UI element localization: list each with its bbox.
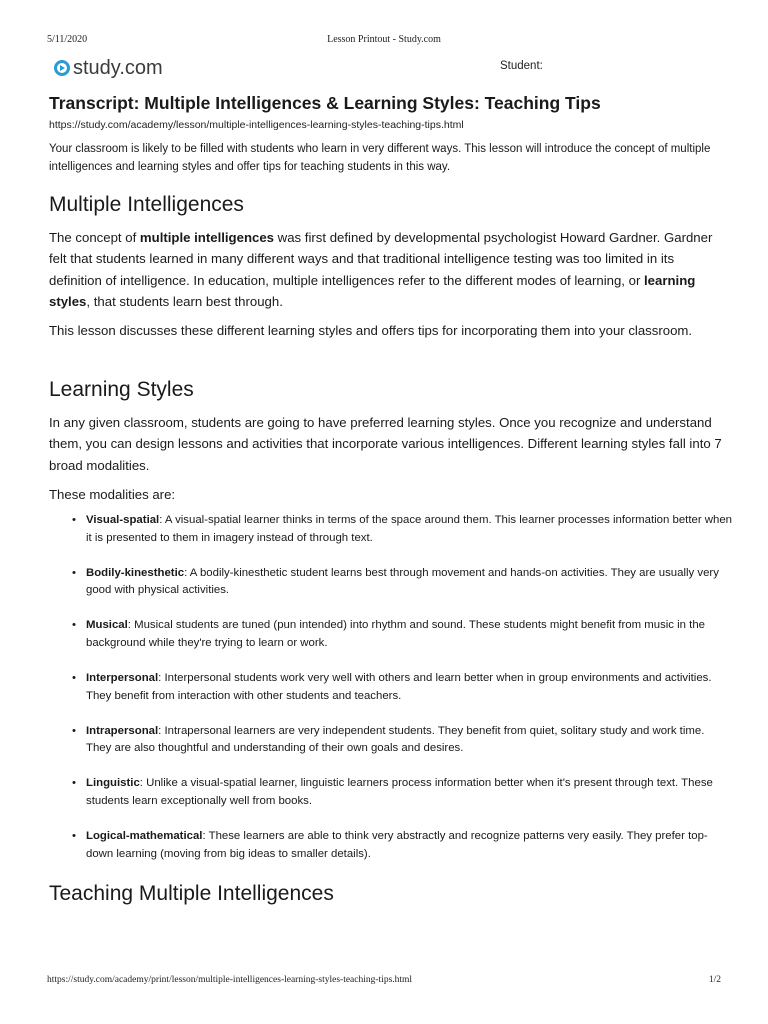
- modality-description: : A bodily-kinesthetic student learns best through movement and hands-on activities. They are usually very good with physical activities.: [86, 566, 719, 597]
- heading-teaching-multiple-intelligences: Teaching Multiple Intelligences: [49, 882, 334, 905]
- list-item: [72, 775, 732, 810]
- modality-term: Intrapersonal: [86, 724, 159, 737]
- bullet-icon: •: [72, 777, 76, 790]
- study-com-logo[interactable]: [54, 56, 163, 80]
- ls-paragraph-2: These modalities are:: [49, 487, 176, 502]
- modality-description: : Unlike a visual-spatial learner, linguistic learners process information better when it's present through text. These students learn exceptionally well from books.: [86, 777, 713, 808]
- ls-paragraph-1: In any given classroom, students are going to have preferred learning styles. Once you recognize and understand them, you can design lessons and activities that incorporate various intelligences. Different learning styles fall into 7 broad modalities.: [49, 415, 722, 473]
- modality-description: : A visual-spatial learner thinks in terms of the space around them. This learner processes information better when it is presented to them in imagery instead of through text.: [86, 514, 733, 544]
- bullet-icon: •: [72, 830, 76, 843]
- list-item: [72, 723, 732, 758]
- document-url[interactable]: https://study.com/academy/lesson/multiple-intelligences-learning-styles-teaching-tips.html: [49, 119, 464, 131]
- bullet-icon: •: [72, 672, 76, 685]
- list-item: [72, 670, 732, 705]
- modality-description: : Interpersonal students work very well with others and learn better when in group environments and activities. They benefit from interaction with other students and teachers.: [86, 672, 712, 702]
- intro-paragraph: Your classroom is likely to be filled with students who learn in very different ways. This lesson will introduce the concept of multiple intelligences and learning styles and offer tips for teaching students in this way.: [49, 143, 711, 173]
- modalities-list: [72, 512, 732, 881]
- modality-description: : These learners are able to think very abstractly and recognize patterns very easily. They prefer top-down learning (moving from big ideas to smaller details).: [86, 830, 708, 860]
- modality-term: Musical: [86, 619, 128, 632]
- list-item: [72, 512, 732, 547]
- print-date: 5/11/2020: [47, 34, 88, 45]
- print-footer: [47, 975, 721, 989]
- bullet-icon: •: [72, 724, 76, 737]
- mi-paragraph-2: This lesson discusses these different learning styles and offers tips for incorporating them into your classroom.: [49, 323, 693, 338]
- mi-paragraph-1: The concept of multiple intelligences was first defined by developmental psychologist Howard Gardner. Gardner felt that students learned in many different ways and that traditional intelligence testing was too limited in its definition of intelligence. In education, multiple intelligences refer to the different modes of learning, or learning styles, that students learn best through.: [49, 230, 713, 309]
- page-number: 1/2: [708, 975, 721, 985]
- play-circle-icon: [54, 60, 70, 76]
- modality-description: : Intrapersonal learners are very independent students. They benefit from quiet, solitary study and work time. They are also thoughtful and understanding of their own goals and desires.: [86, 724, 705, 755]
- heading-multiple-intelligences: Multiple Intelligences: [49, 193, 244, 216]
- bullet-icon: •: [72, 566, 76, 579]
- modality-term: Logical-mathematical: [86, 830, 203, 843]
- print-header: [47, 34, 721, 48]
- logo-text: study.com: [73, 56, 163, 79]
- modality-description: : Musical students are tuned (pun intended) into rhythm and sound. These students might benefit from music in the background while they're trying to learn or work.: [86, 619, 706, 649]
- print-page-title: Lesson Printout - Study.com: [327, 34, 441, 45]
- heading-learning-styles: Learning Styles: [49, 378, 194, 401]
- bullet-icon: •: [72, 619, 76, 632]
- list-item: [72, 617, 732, 652]
- modality-term: Visual-spatial: [86, 514, 160, 526]
- term-multiple-intelligences: multiple intelligences: [139, 230, 275, 245]
- list-item: [72, 828, 732, 863]
- list-item: [72, 565, 732, 600]
- bullet-icon: •: [72, 514, 76, 526]
- modality-term: Bodily-kinesthetic: [86, 566, 185, 579]
- footer-url[interactable]: https://study.com/academy/print/lesson/multiple-intelligences-learning-styles-teaching-tips.html: [47, 975, 413, 985]
- modality-term: Interpersonal: [86, 672, 159, 685]
- document-title: Transcript: Multiple Intelligences & Learning Styles: Teaching Tips: [49, 93, 601, 113]
- term-learning-styles: learning styles: [49, 272, 696, 309]
- student-label: Student:: [500, 60, 543, 72]
- modality-term: Linguistic: [86, 777, 140, 790]
